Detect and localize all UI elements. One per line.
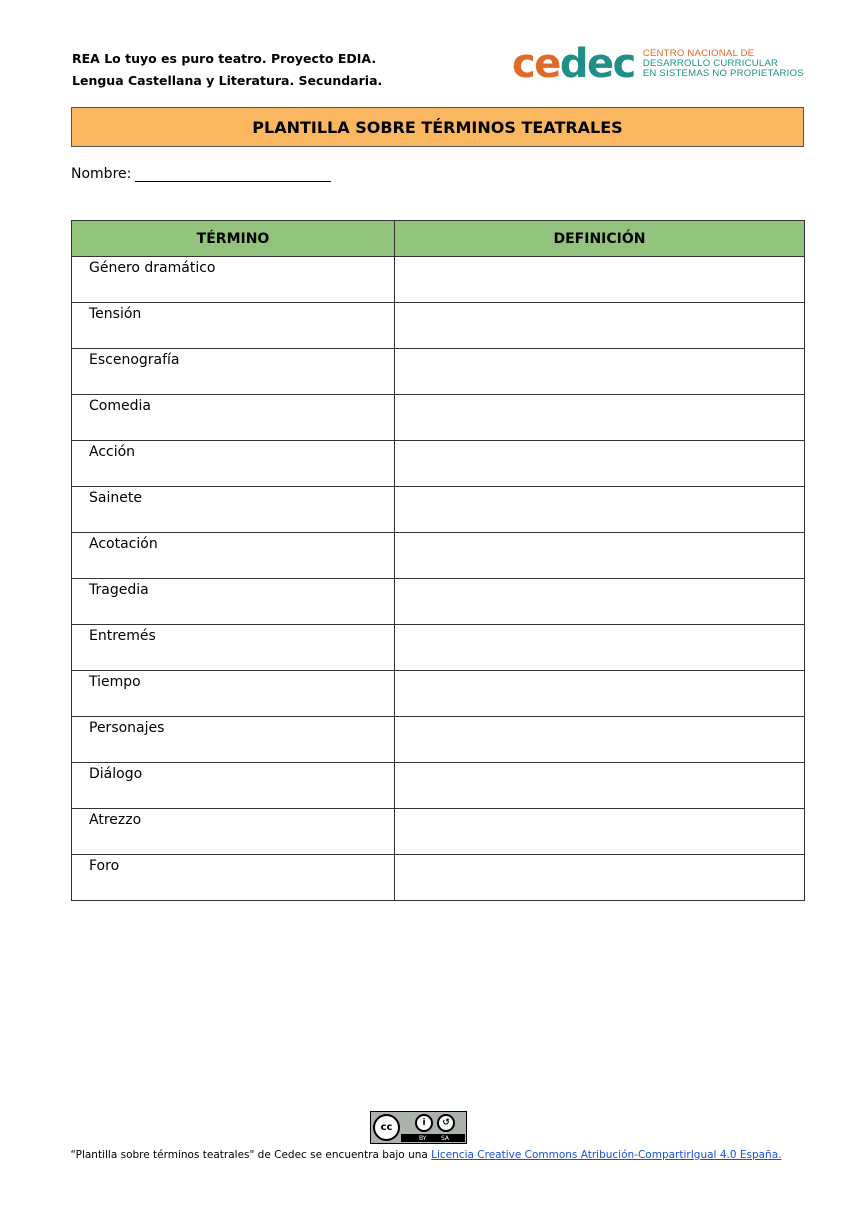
term-cell: Comedia	[72, 395, 395, 441]
name-label: Nombre:	[71, 166, 132, 182]
table-row	[72, 763, 805, 809]
definition-cell[interactable]	[395, 257, 805, 303]
license-link[interactable]: Licencia Creative Commons Atribución-CompartirIgual 4.0 España.	[431, 1149, 782, 1161]
terms-body	[72, 257, 805, 901]
cc-icon: cc	[373, 1114, 400, 1141]
header-term: TÉRMINO	[72, 221, 395, 257]
table-header-row	[72, 221, 805, 257]
share-alike-icon: ↺	[437, 1114, 455, 1132]
definition-cell[interactable]	[395, 441, 805, 487]
header-definition: DEFINICIÓN	[395, 221, 805, 257]
term-cell: Sainete	[72, 487, 395, 533]
table-row	[72, 579, 805, 625]
table-row	[72, 349, 805, 395]
term-cell: Tensión	[72, 303, 395, 349]
table-row	[72, 533, 805, 579]
logo-subtitle: CENTRO NACIONAL DE DESARROLLO CURRICULAR EN SISTEMAS NO PROPIETARIOS	[642, 48, 804, 79]
definition-cell[interactable]	[395, 349, 805, 395]
header-line-2: Lengua Castellana y Literatura. Secundaria.	[72, 73, 383, 88]
term-cell: Escenografía	[72, 349, 395, 395]
terms-table	[71, 220, 805, 901]
table-row	[72, 395, 805, 441]
term-cell: Acotación	[72, 533, 395, 579]
by-label: BY	[419, 1135, 427, 1142]
definition-cell[interactable]	[395, 303, 805, 349]
term-cell: Tiempo	[72, 671, 395, 717]
term-cell: Personajes	[72, 717, 395, 763]
term-cell: Acción	[72, 441, 395, 487]
table-row	[72, 441, 805, 487]
table-row	[72, 625, 805, 671]
definition-cell[interactable]	[395, 579, 805, 625]
term-cell: Género dramático	[72, 257, 395, 303]
table-row	[72, 671, 805, 717]
logo-wordmark: cedec	[512, 41, 635, 87]
table-row	[72, 717, 805, 763]
sa-label: SA	[441, 1135, 450, 1142]
definition-cell[interactable]	[395, 763, 805, 809]
definition-cell[interactable]	[395, 487, 805, 533]
table-row	[72, 303, 805, 349]
page-title: PLANTILLA SOBRE TÉRMINOS TEATRALES	[71, 107, 804, 147]
cedec-logo	[512, 42, 804, 86]
definition-cell[interactable]	[395, 671, 805, 717]
header-line-1: REA Lo tuyo es puro teatro. Proyecto EDIA.	[72, 51, 377, 66]
definition-cell[interactable]	[395, 625, 805, 671]
table-row	[72, 809, 805, 855]
definition-cell[interactable]	[395, 809, 805, 855]
definition-cell[interactable]	[395, 717, 805, 763]
table-row	[72, 257, 805, 303]
definition-cell[interactable]	[395, 533, 805, 579]
term-cell: Diálogo	[72, 763, 395, 809]
table-row	[72, 855, 805, 901]
cc-license-badge[interactable]	[370, 1111, 467, 1144]
definition-cell[interactable]	[395, 855, 805, 901]
term-cell: Tragedia	[72, 579, 395, 625]
document-header	[72, 48, 382, 92]
name-field	[71, 165, 331, 182]
footer-text: “Plantilla sobre términos teatrales" de Cedec se encuentra bajo una	[70, 1149, 432, 1161]
attribution-icon: i	[415, 1114, 433, 1132]
table-row	[72, 487, 805, 533]
term-cell: Atrezzo	[72, 809, 395, 855]
term-cell: Foro	[72, 855, 395, 901]
definition-cell[interactable]	[395, 395, 805, 441]
license-footer	[0, 1149, 852, 1161]
term-cell: Entremés	[72, 625, 395, 671]
name-blank-line[interactable]	[135, 165, 331, 182]
badge-strip	[401, 1134, 465, 1142]
